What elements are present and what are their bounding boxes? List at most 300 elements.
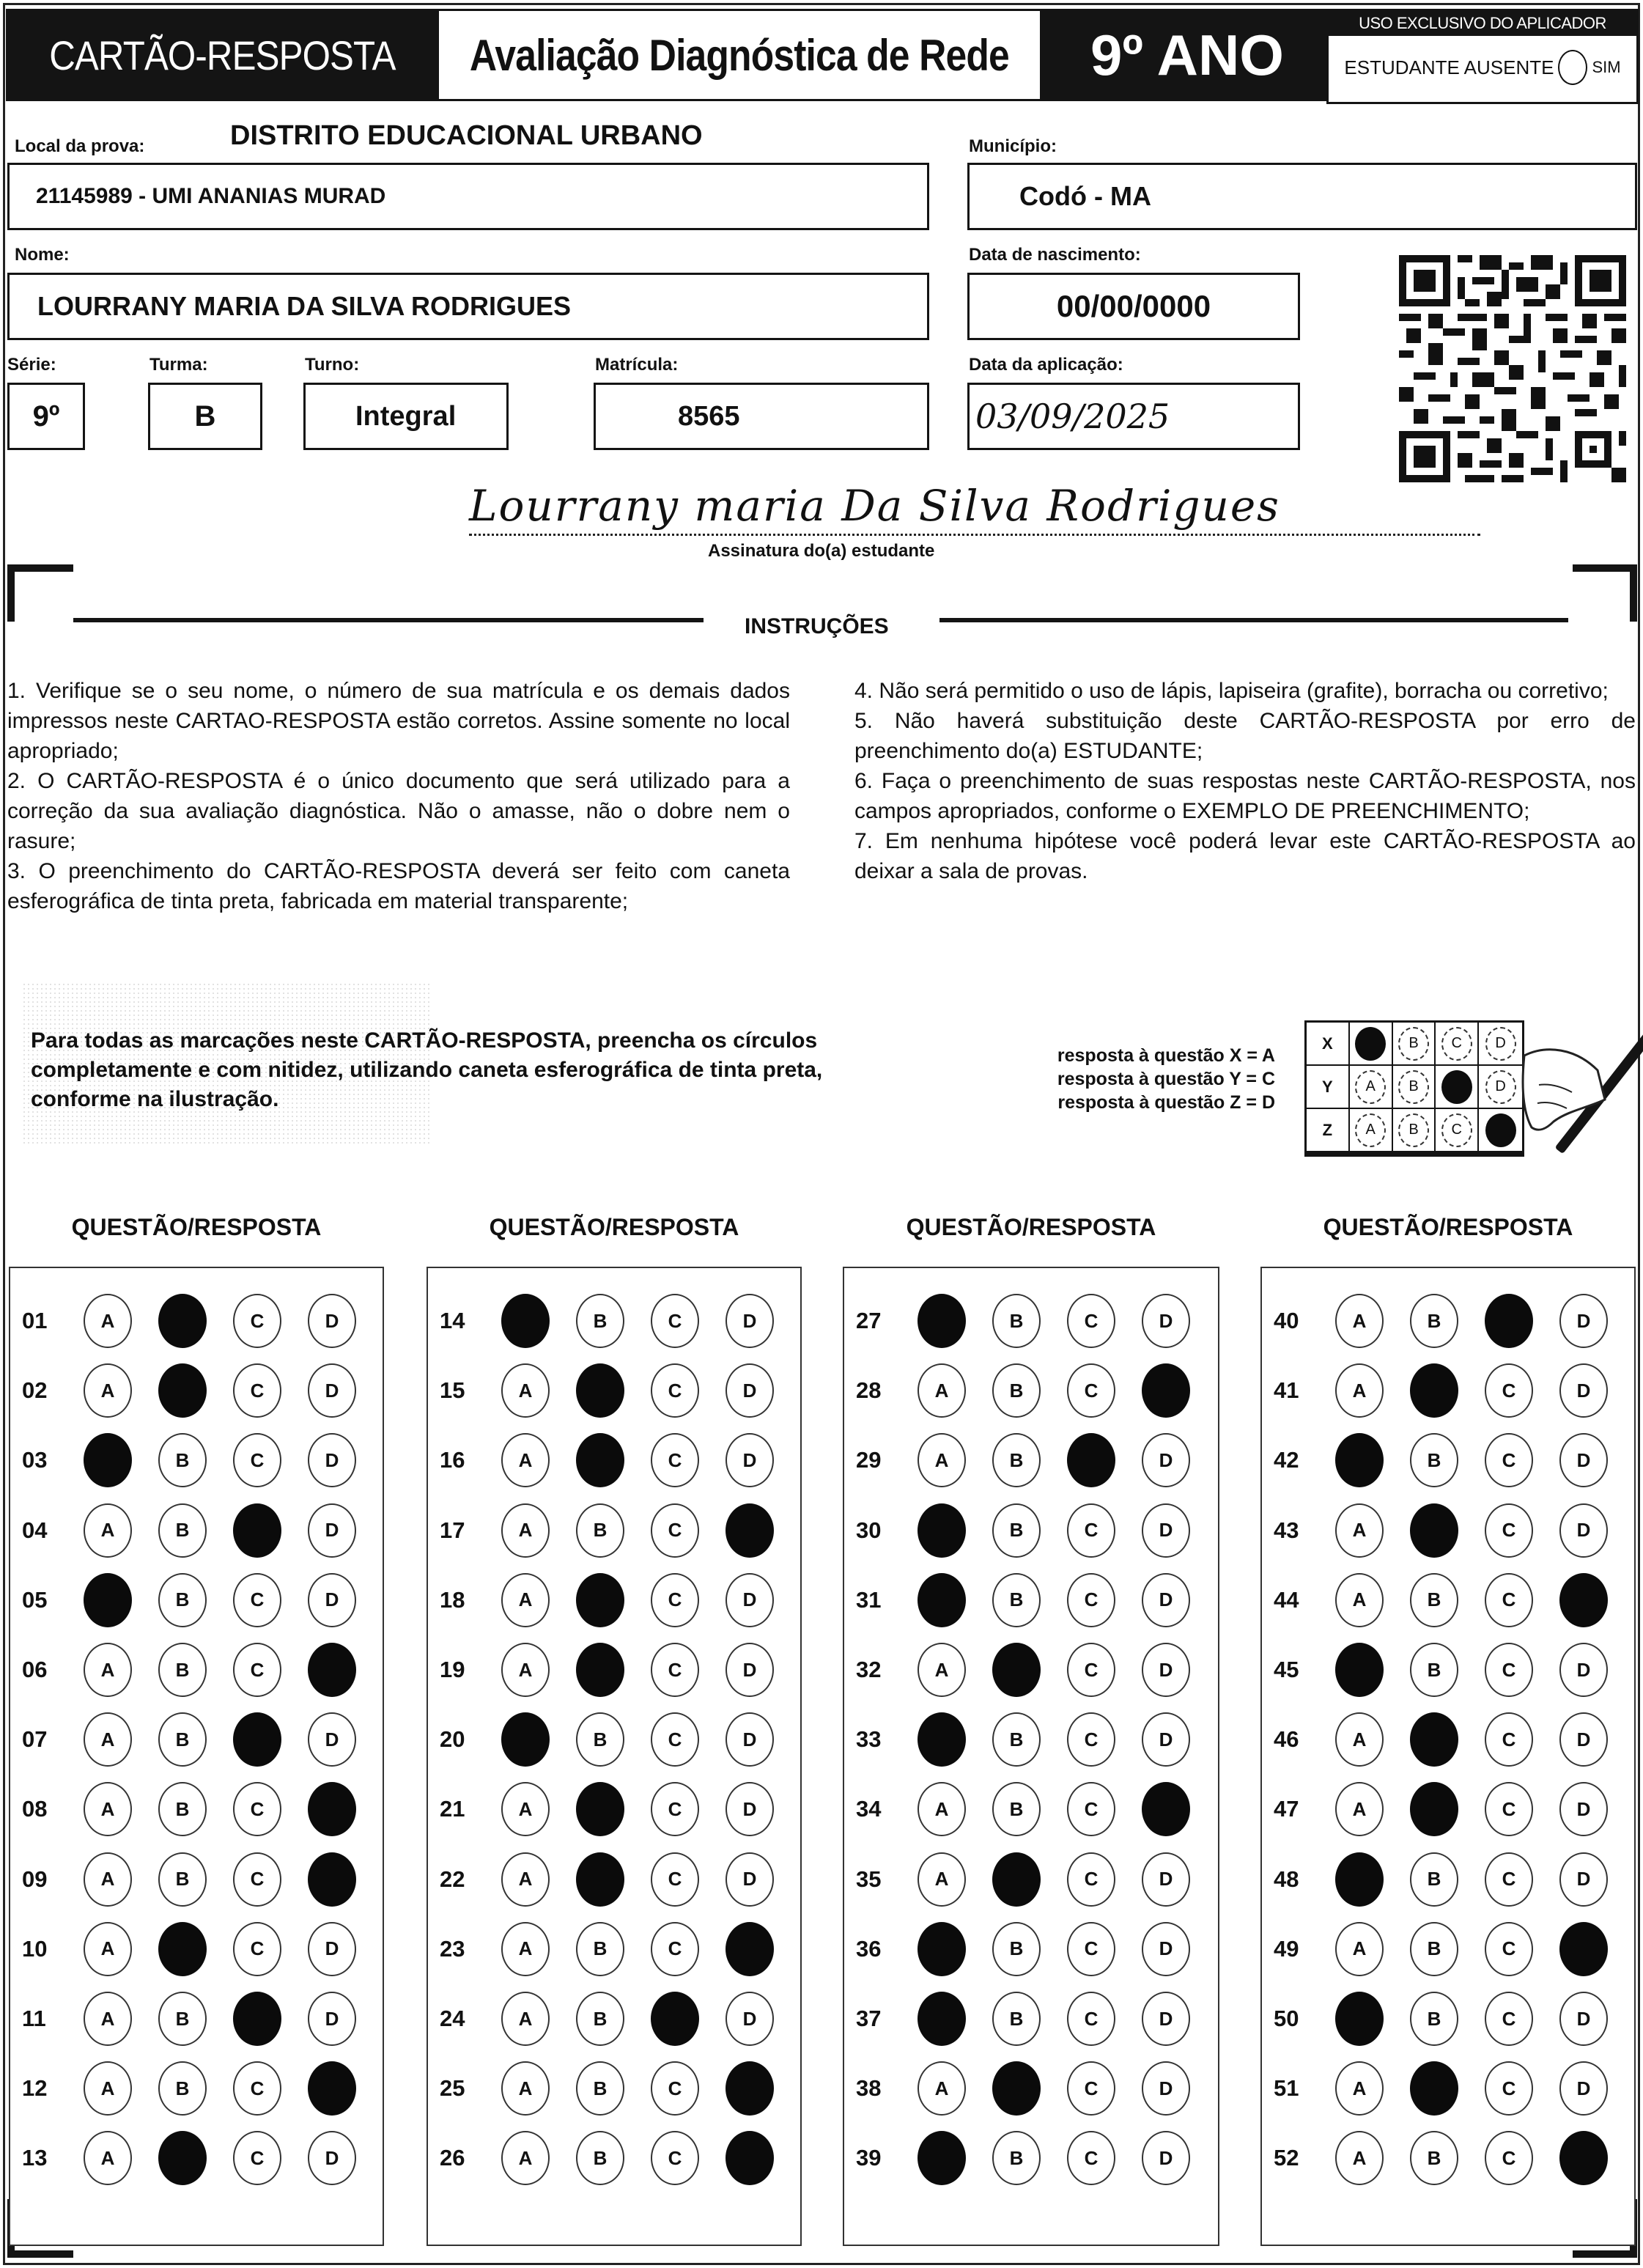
answer-bubble-c[interactable]: C [1485, 1503, 1533, 1558]
answer-bubble-d-filled[interactable] [1559, 1573, 1608, 1627]
answer-bubble-b[interactable]: B [576, 1294, 624, 1348]
answer-bubble-d[interactable]: D [1142, 1294, 1190, 1348]
answer-bubble-a[interactable]: A [1335, 1922, 1384, 1976]
answer-bubble-a[interactable]: A [501, 1992, 550, 2046]
grade-badge [1041, 9, 1334, 101]
answer-bubble-c[interactable]: C [651, 1643, 699, 1697]
answer-bubble-b[interactable]: B [158, 1573, 207, 1627]
example-cell [1350, 1023, 1393, 1066]
answer-bubble-d[interactable]: D [1142, 2061, 1190, 2116]
answer-bubble-d[interactable]: D [1142, 1573, 1190, 1627]
answer-bubble-a[interactable]: A [1335, 1712, 1384, 1767]
answer-bubble-b[interactable]: B [158, 1852, 207, 1907]
answer-bubble-a[interactable]: A [1335, 2061, 1384, 2116]
answer-bubble-d[interactable]: D [1559, 1712, 1608, 1767]
answer-bubble-c[interactable]: C [1485, 1643, 1533, 1697]
answer-bubble-b[interactable]: B [1410, 2131, 1458, 2185]
answer-bubble-b[interactable]: B [992, 1573, 1041, 1627]
answer-bubble-a[interactable]: A [84, 1503, 132, 1558]
answer-bubble-a-filled[interactable] [918, 1922, 966, 1976]
answer-bubble-a[interactable]: A [501, 1363, 550, 1418]
answer-bubble-d[interactable]: D [1559, 1643, 1608, 1697]
answer-bubble-d-filled[interactable] [725, 1503, 774, 1558]
answer-bubble-b-filled[interactable] [576, 1782, 624, 1836]
answer-bubble-b-filled[interactable] [576, 1433, 624, 1487]
absent-radio[interactable] [1558, 50, 1587, 85]
answer-bubble-c-filled[interactable] [1067, 1433, 1115, 1487]
answer-bubble-a[interactable]: A [918, 1433, 966, 1487]
question-number: 04 [22, 1517, 48, 1543]
answer-bubble-a-filled[interactable] [918, 1992, 966, 2046]
question-number: 29 [856, 1447, 882, 1473]
answer-bubble-b-filled[interactable] [576, 1643, 624, 1697]
answer-bubble-b[interactable]: B [576, 2131, 624, 2185]
question-row [10, 1292, 383, 1350]
applicator-box [1326, 9, 1639, 104]
answer-bubble-a[interactable]: A [1335, 1503, 1384, 1558]
answer-bubble-b[interactable]: B [1410, 1294, 1458, 1348]
answer-bubble-d[interactable]: D [1559, 1852, 1608, 1907]
question-number: 11 [22, 2006, 46, 2031]
answer-bubble-d[interactable]: D [308, 1992, 356, 2046]
answer-bubble-a-filled[interactable] [501, 1712, 550, 1767]
answer-bubble-b[interactable]: B [992, 1294, 1041, 1348]
nome-field [7, 273, 929, 340]
answer-bubble-c-filled[interactable] [1485, 1294, 1533, 1348]
question-number: 08 [22, 1796, 48, 1822]
answer-bubble-a[interactable]: A [84, 1922, 132, 1976]
answer-bubble-d[interactable]: D [725, 1782, 774, 1836]
example-cell [1350, 1066, 1393, 1109]
answer-bubble-c[interactable]: C [651, 1573, 699, 1627]
answer-bubble-a[interactable]: A [918, 1782, 966, 1836]
answer-bubble-c-filled[interactable] [651, 1992, 699, 2046]
answer-bubble-c[interactable]: C [1067, 1992, 1115, 2046]
corner-mark-bottom-right [1573, 2250, 1637, 2258]
answer-bubble-c[interactable]: C [233, 2131, 281, 2185]
answer-bubble-c[interactable]: C [1485, 2131, 1533, 2185]
answer-bubble-a[interactable]: A [918, 1852, 966, 1907]
question-row [844, 1361, 1218, 1420]
answer-bubble-d-filled[interactable] [308, 1782, 356, 1836]
answer-bubble-a-filled[interactable] [1335, 1433, 1384, 1487]
question-number: 15 [440, 1377, 465, 1404]
district-name: DISTRITO EDUCACIONAL URBANO [230, 120, 703, 151]
answer-bubble-b-filled[interactable] [576, 1363, 624, 1418]
answer-bubble-d[interactable]: D [308, 1573, 356, 1627]
question-number: 09 [22, 1866, 48, 1892]
answer-bubble-d[interactable]: D [1559, 1294, 1608, 1348]
example-legend-item: resposta à questão Z = D [1057, 1092, 1275, 1113]
instruction-item: 1. Verifique se o seu nome, o número de sua matrícula e os demais dados impressos neste CARTAO-RESPOSTA estão corretos. Assine somente no local apropriado; [7, 679, 790, 763]
answer-bubble-a[interactable]: A [501, 2061, 550, 2116]
answer-bubble-a[interactable]: A [84, 1852, 132, 1907]
question-number: 35 [856, 1866, 882, 1892]
answer-bubble-a[interactable]: A [918, 1363, 966, 1418]
answer-bubble-d[interactable]: D [725, 1643, 774, 1697]
question-row [428, 2129, 800, 2187]
answer-bubble-c[interactable]: C [1067, 1922, 1115, 1976]
answer-bubble-c[interactable]: C [1067, 2061, 1115, 2116]
absent-option[interactable] [1329, 36, 1636, 99]
answer-bubble-b[interactable]: B [1410, 1992, 1458, 2046]
answer-bubble-d[interactable]: D [308, 1922, 356, 1976]
matricula-label: Matrícula: [595, 355, 679, 375]
answer-bubble-a-filled[interactable] [918, 1712, 966, 1767]
answer-bubble-b[interactable]: B [576, 1712, 624, 1767]
answer-bubble-d[interactable]: D [308, 1363, 356, 1418]
answer-bubble-d-filled[interactable] [308, 1852, 356, 1907]
answer-bubble-b[interactable]: B [576, 2061, 624, 2116]
answer-bubble-c[interactable]: C [233, 1433, 281, 1487]
answer-bubble-a[interactable]: A [1335, 1294, 1384, 1348]
answer-bubble-d[interactable]: D [725, 1363, 774, 1418]
answer-bubble-a[interactable]: A [84, 1363, 132, 1418]
question-row [1262, 2059, 1634, 2118]
question-number: 18 [440, 1586, 465, 1613]
question-number: 47 [1274, 1796, 1299, 1822]
answer-bubble-b[interactable]: B [1410, 1852, 1458, 1907]
answer-bubble-c[interactable]: C [233, 1573, 281, 1627]
applicator-title: USO EXCLUSIVO DO APLICADOR [1329, 11, 1636, 36]
answer-bubble-a[interactable]: A [84, 1782, 132, 1836]
answer-bubble-d[interactable]: D [308, 2131, 356, 2185]
answer-bubble-b[interactable]: B [158, 1503, 207, 1558]
answer-bubble-b[interactable]: B [576, 1922, 624, 1976]
answer-column-3 [843, 1267, 1219, 2246]
answer-bubble-a[interactable]: A [1335, 1573, 1384, 1627]
answer-bubble-a-filled[interactable] [501, 1294, 550, 1348]
answer-bubble-c[interactable]: C [651, 2061, 699, 2116]
nascimento-value: 00/00/0000 [1056, 289, 1211, 323]
answer-bubble-c[interactable]: C [1067, 1363, 1115, 1418]
answer-bubble-d-filled[interactable] [1559, 2131, 1608, 2185]
answer-bubble-a[interactable]: A [501, 1503, 550, 1558]
answer-bubble-b[interactable]: B [1410, 1643, 1458, 1697]
answer-bubble-c[interactable]: C [651, 1363, 699, 1418]
answer-bubble-b[interactable]: B [992, 1503, 1041, 1558]
answer-bubble-a[interactable]: A [501, 1852, 550, 1907]
answer-bubble-d-filled[interactable] [308, 2061, 356, 2116]
answer-bubble-d[interactable]: D [1142, 1433, 1190, 1487]
answer-bubble-a[interactable]: A [1335, 1782, 1384, 1836]
answer-bubble-b[interactable]: B [1410, 1433, 1458, 1487]
answer-bubble-c[interactable]: C [651, 1852, 699, 1907]
answer-bubble-b-filled[interactable] [158, 1363, 207, 1418]
answer-bubble-c[interactable]: C [651, 2131, 699, 2185]
answer-bubble-c[interactable]: C [651, 1503, 699, 1558]
answer-bubble-d[interactable]: D [1142, 1643, 1190, 1697]
hand-icon [1510, 1041, 1612, 1144]
answer-bubble-a-filled[interactable] [1335, 1992, 1384, 2046]
answer-bubble-c[interactable]: C [233, 1294, 281, 1348]
question-row [428, 1780, 800, 1838]
question-row [10, 1641, 383, 1699]
answer-bubble-a-filled[interactable] [84, 1433, 132, 1487]
answer-bubble-c-filled[interactable] [233, 1503, 281, 1558]
nascimento-field [967, 273, 1300, 340]
answer-bubble-d-filled[interactable] [725, 2061, 774, 2116]
answer-bubble-c[interactable]: C [651, 1782, 699, 1836]
answer-bubble-c[interactable]: C [233, 1852, 281, 1907]
aplicacao-value: 03/09/2025 [975, 397, 1170, 436]
answer-bubble-b[interactable]: B [992, 1992, 1041, 2046]
answer-bubble-d[interactable]: D [308, 1712, 356, 1767]
answer-bubble-b-filled[interactable] [158, 2131, 207, 2185]
answer-bubble-c[interactable]: C [233, 2061, 281, 2116]
answer-bubble-b-filled[interactable] [1410, 2061, 1458, 2116]
answer-bubble-d[interactable]: D [1559, 1363, 1608, 1418]
answer-bubble-d-filled[interactable] [1142, 1363, 1190, 1418]
instruction-item: 7. Em nenhuma hipótese você poderá levar este CARTÃO-RESPOSTA ao deixar a sala de provas. [854, 829, 1636, 883]
answer-bubble-a[interactable]: A [84, 1294, 132, 1348]
answer-bubble-b[interactable]: B [992, 1922, 1041, 1976]
answer-bubble-a[interactable]: A [501, 1922, 550, 1976]
question-number: 33 [856, 1726, 882, 1753]
answer-bubble-b[interactable]: B [158, 1992, 207, 2046]
corner-mark-top-right [1573, 564, 1637, 572]
answer-bubble-c[interactable]: C [1485, 1922, 1533, 1976]
answer-bubble-b[interactable]: B [576, 1503, 624, 1558]
card-label: CARTÃO-RESPOSTA [48, 32, 396, 78]
answer-bubble-a[interactable]: A [84, 2131, 132, 2185]
instructions-rule-right [939, 618, 1568, 622]
question-number: 39 [856, 2145, 882, 2171]
question-row [844, 1710, 1218, 1769]
answer-bubble-d[interactable]: D [725, 1712, 774, 1767]
answer-bubble-b[interactable]: B [158, 2061, 207, 2116]
example-bubble: B [1398, 1070, 1429, 1104]
answer-bubble-a[interactable]: A [501, 1573, 550, 1627]
answer-bubble-c[interactable]: C [233, 1782, 281, 1836]
answer-bubble-a[interactable]: A [1335, 2131, 1384, 2185]
example-cell [1436, 1109, 1479, 1152]
answer-bubble-d[interactable]: D [725, 1992, 774, 2046]
answer-bubble-c[interactable]: C [1485, 1433, 1533, 1487]
answer-bubble-c[interactable]: C [1067, 1852, 1115, 1907]
answer-bubble-c[interactable]: C [651, 1712, 699, 1767]
question-row [1262, 1571, 1634, 1630]
answer-bubble-c-filled[interactable] [233, 1712, 281, 1767]
question-row [1262, 2129, 1634, 2187]
question-number: 14 [440, 1308, 465, 1333]
answer-bubble-d[interactable]: D [1142, 1712, 1190, 1767]
column-header-4: QUESTÃO/RESPOSTA [1323, 1214, 1573, 1240]
answer-bubble-d-filled[interactable] [725, 1922, 774, 1976]
answer-bubble-d[interactable]: D [725, 1852, 774, 1907]
serie-label: Série: [7, 355, 56, 375]
answer-bubble-c[interactable]: C [233, 1922, 281, 1976]
question-number: 37 [856, 2006, 882, 2031]
answer-bubble-b-filled[interactable] [1410, 1782, 1458, 1836]
example-cell [1436, 1066, 1479, 1109]
turma-label: Turma: [149, 355, 208, 375]
answer-bubble-d-filled[interactable] [308, 1643, 356, 1697]
answer-bubble-d[interactable]: D [1142, 1992, 1190, 2046]
answer-bubble-c[interactable]: C [651, 1294, 699, 1348]
answer-bubble-c[interactable]: C [1067, 1643, 1115, 1697]
corner-mark-top-left-v [7, 564, 15, 622]
answer-bubble-b-filled[interactable] [992, 2061, 1041, 2116]
answer-bubble-d[interactable]: D [1559, 1433, 1608, 1487]
question-row [844, 1571, 1218, 1630]
answer-bubble-a[interactable]: A [501, 1433, 550, 1487]
answer-bubble-b[interactable]: B [158, 1643, 207, 1697]
answer-bubble-b[interactable]: B [992, 1433, 1041, 1487]
answer-bubble-b-filled[interactable] [158, 1294, 207, 1348]
question-row [428, 1920, 800, 1978]
serie-field [7, 383, 85, 450]
answer-bubble-d[interactable]: D [308, 1294, 356, 1348]
question-number: 38 [856, 2075, 882, 2102]
question-number: 21 [440, 1796, 465, 1822]
answer-bubble-b-filled[interactable] [576, 1573, 624, 1627]
answer-bubble-b[interactable]: B [992, 1782, 1041, 1836]
question-row [10, 2129, 383, 2187]
local-label: Local da prova: [15, 136, 145, 156]
example-bubble: C [1441, 1027, 1472, 1061]
answer-bubble-c[interactable]: C [1067, 2131, 1115, 2185]
answer-bubble-d-filled[interactable] [1559, 1922, 1608, 1976]
municipio-field [967, 163, 1637, 230]
answer-bubble-a[interactable]: A [84, 1643, 132, 1697]
answer-bubble-c[interactable]: C [1485, 1992, 1533, 2046]
answer-bubble-d[interactable]: D [1559, 1992, 1608, 2046]
answer-bubble-d-filled[interactable] [725, 2131, 774, 2185]
answer-bubble-c[interactable]: C [1485, 1363, 1533, 1418]
question-number: 05 [22, 1586, 48, 1613]
answer-bubble-a[interactable]: A [1335, 1363, 1384, 1418]
answer-bubble-c[interactable]: C [1485, 2061, 1533, 2116]
answer-bubble-d[interactable]: D [1559, 2061, 1608, 2116]
answer-bubble-b[interactable]: B [992, 1712, 1041, 1767]
answer-bubble-d[interactable]: D [1142, 1852, 1190, 1907]
answer-bubble-a[interactable]: A [501, 2131, 550, 2185]
answer-bubble-c[interactable]: C [651, 1922, 699, 1976]
answer-bubble-b[interactable]: B [1410, 1573, 1458, 1627]
answer-bubble-b[interactable]: B [992, 2131, 1041, 2185]
answer-bubble-b[interactable]: B [158, 1433, 207, 1487]
question-row [10, 2059, 383, 2118]
answer-bubble-b[interactable]: B [992, 1363, 1041, 1418]
answer-bubble-c[interactable]: C [1485, 1782, 1533, 1836]
answer-bubble-d[interactable]: D [1559, 1503, 1608, 1558]
answer-bubble-d[interactable]: D [308, 1433, 356, 1487]
answer-bubble-c[interactable]: C [1485, 1573, 1533, 1627]
example-bubble: A [1355, 1070, 1386, 1104]
question-row [1262, 1501, 1634, 1560]
example-bubble: A [1355, 1113, 1386, 1147]
instructions-title: INSTRUÇÕES [745, 614, 889, 638]
answer-bubble-a-filled[interactable] [1335, 1852, 1384, 1907]
answer-bubble-d[interactable]: D [1142, 2131, 1190, 2185]
answer-bubble-d-filled[interactable] [1142, 1782, 1190, 1836]
answer-bubble-d[interactable]: D [725, 1294, 774, 1348]
question-row [10, 1850, 383, 1909]
answer-bubble-a[interactable]: A [84, 2061, 132, 2116]
answer-bubble-a[interactable]: A [84, 1992, 132, 2046]
answer-bubble-c[interactable]: C [233, 1643, 281, 1697]
answer-bubble-c[interactable]: C [1485, 1712, 1533, 1767]
answer-bubble-c[interactable]: C [1485, 1852, 1533, 1907]
answer-bubble-a-filled[interactable] [918, 2131, 966, 2185]
question-row [1262, 1292, 1634, 1350]
exam-title-banner [437, 9, 1042, 101]
question-row [428, 1431, 800, 1490]
instructions-right [854, 676, 1636, 886]
question-number: 32 [856, 1657, 882, 1682]
aplicacao-field[interactable] [967, 383, 1300, 450]
answer-bubble-c[interactable]: C [1067, 1294, 1115, 1348]
answer-bubble-c[interactable]: C [651, 1433, 699, 1487]
question-number: 12 [22, 2075, 48, 2102]
answer-bubble-c[interactable]: C [233, 1363, 281, 1418]
student-signature[interactable]: Lourrany maria Da Silva Rodrigues [469, 481, 1280, 531]
answer-bubble-b-filled[interactable] [1410, 1363, 1458, 1418]
question-row [428, 1571, 800, 1630]
answer-bubble-c-filled[interactable] [233, 1992, 281, 2046]
example-instruction: Para todas as marcações neste CARTÃO-RESPOSTA, preencha os círculos completamente e com nitidez, utilizando caneta esferográfica de tinta preta, conforme na ilustração. [31, 1028, 823, 1111]
example-legend-item: resposta à questão Y = C [1057, 1069, 1275, 1089]
answer-bubble-c[interactable]: C [1067, 1782, 1115, 1836]
answer-bubble-b-filled[interactable] [1410, 1712, 1458, 1767]
answer-bubble-b[interactable]: B [1410, 1922, 1458, 1976]
answer-bubble-a[interactable]: A [84, 1712, 132, 1767]
answer-bubble-b[interactable]: B [158, 1782, 207, 1836]
answer-bubble-d[interactable]: D [1142, 1503, 1190, 1558]
answer-bubble-c[interactable]: C [1067, 1712, 1115, 1767]
question-row [844, 2129, 1218, 2187]
answer-bubble-d[interactable]: D [725, 1573, 774, 1627]
answer-bubble-a[interactable]: A [918, 1643, 966, 1697]
answer-bubble-a-filled[interactable] [918, 1294, 966, 1348]
answer-bubble-a-filled[interactable] [1335, 1643, 1384, 1697]
answer-bubble-b-filled[interactable] [576, 1852, 624, 1907]
answer-bubble-b[interactable]: B [576, 1992, 624, 2046]
answer-bubble-b-filled[interactable] [992, 1852, 1041, 1907]
answer-bubble-a-filled[interactable] [84, 1573, 132, 1627]
answer-bubble-d[interactable]: D [308, 1503, 356, 1558]
answer-bubble-a-filled[interactable] [918, 1503, 966, 1558]
question-number: 02 [22, 1377, 48, 1404]
answer-bubble-a[interactable]: A [501, 1643, 550, 1697]
matricula-value: 8565 [678, 400, 740, 432]
example-bubble: B [1398, 1027, 1429, 1061]
answer-bubble-c[interactable]: C [1067, 1503, 1115, 1558]
answer-bubble-d[interactable]: D [725, 1433, 774, 1487]
exam-title: Avaliação Diagnóstica de Rede [470, 30, 1009, 80]
question-number: 34 [856, 1796, 882, 1822]
question-row [844, 2059, 1218, 2118]
answer-bubble-a[interactable]: A [918, 2061, 966, 2116]
answer-bubble-b-filled[interactable] [158, 1922, 207, 1976]
answer-bubble-c[interactable]: C [1067, 1573, 1115, 1627]
answer-bubble-d[interactable]: D [1142, 1922, 1190, 1976]
answer-bubble-d[interactable]: D [1559, 1782, 1608, 1836]
answer-bubble-a-filled[interactable] [918, 1573, 966, 1627]
question-row [1262, 1431, 1634, 1490]
question-row [428, 1292, 800, 1350]
answer-bubble-b-filled[interactable] [1410, 1503, 1458, 1558]
answer-bubble-b[interactable]: B [158, 1712, 207, 1767]
question-row [428, 1361, 800, 1420]
answer-bubble-a[interactable]: A [501, 1782, 550, 1836]
local-value: 21145989 - UMI ANANIAS MURAD [36, 184, 386, 208]
example-cell [1436, 1023, 1479, 1066]
answer-bubble-b-filled[interactable] [992, 1643, 1041, 1697]
question-number: 52 [1274, 2145, 1299, 2171]
signature-line [469, 534, 1480, 536]
